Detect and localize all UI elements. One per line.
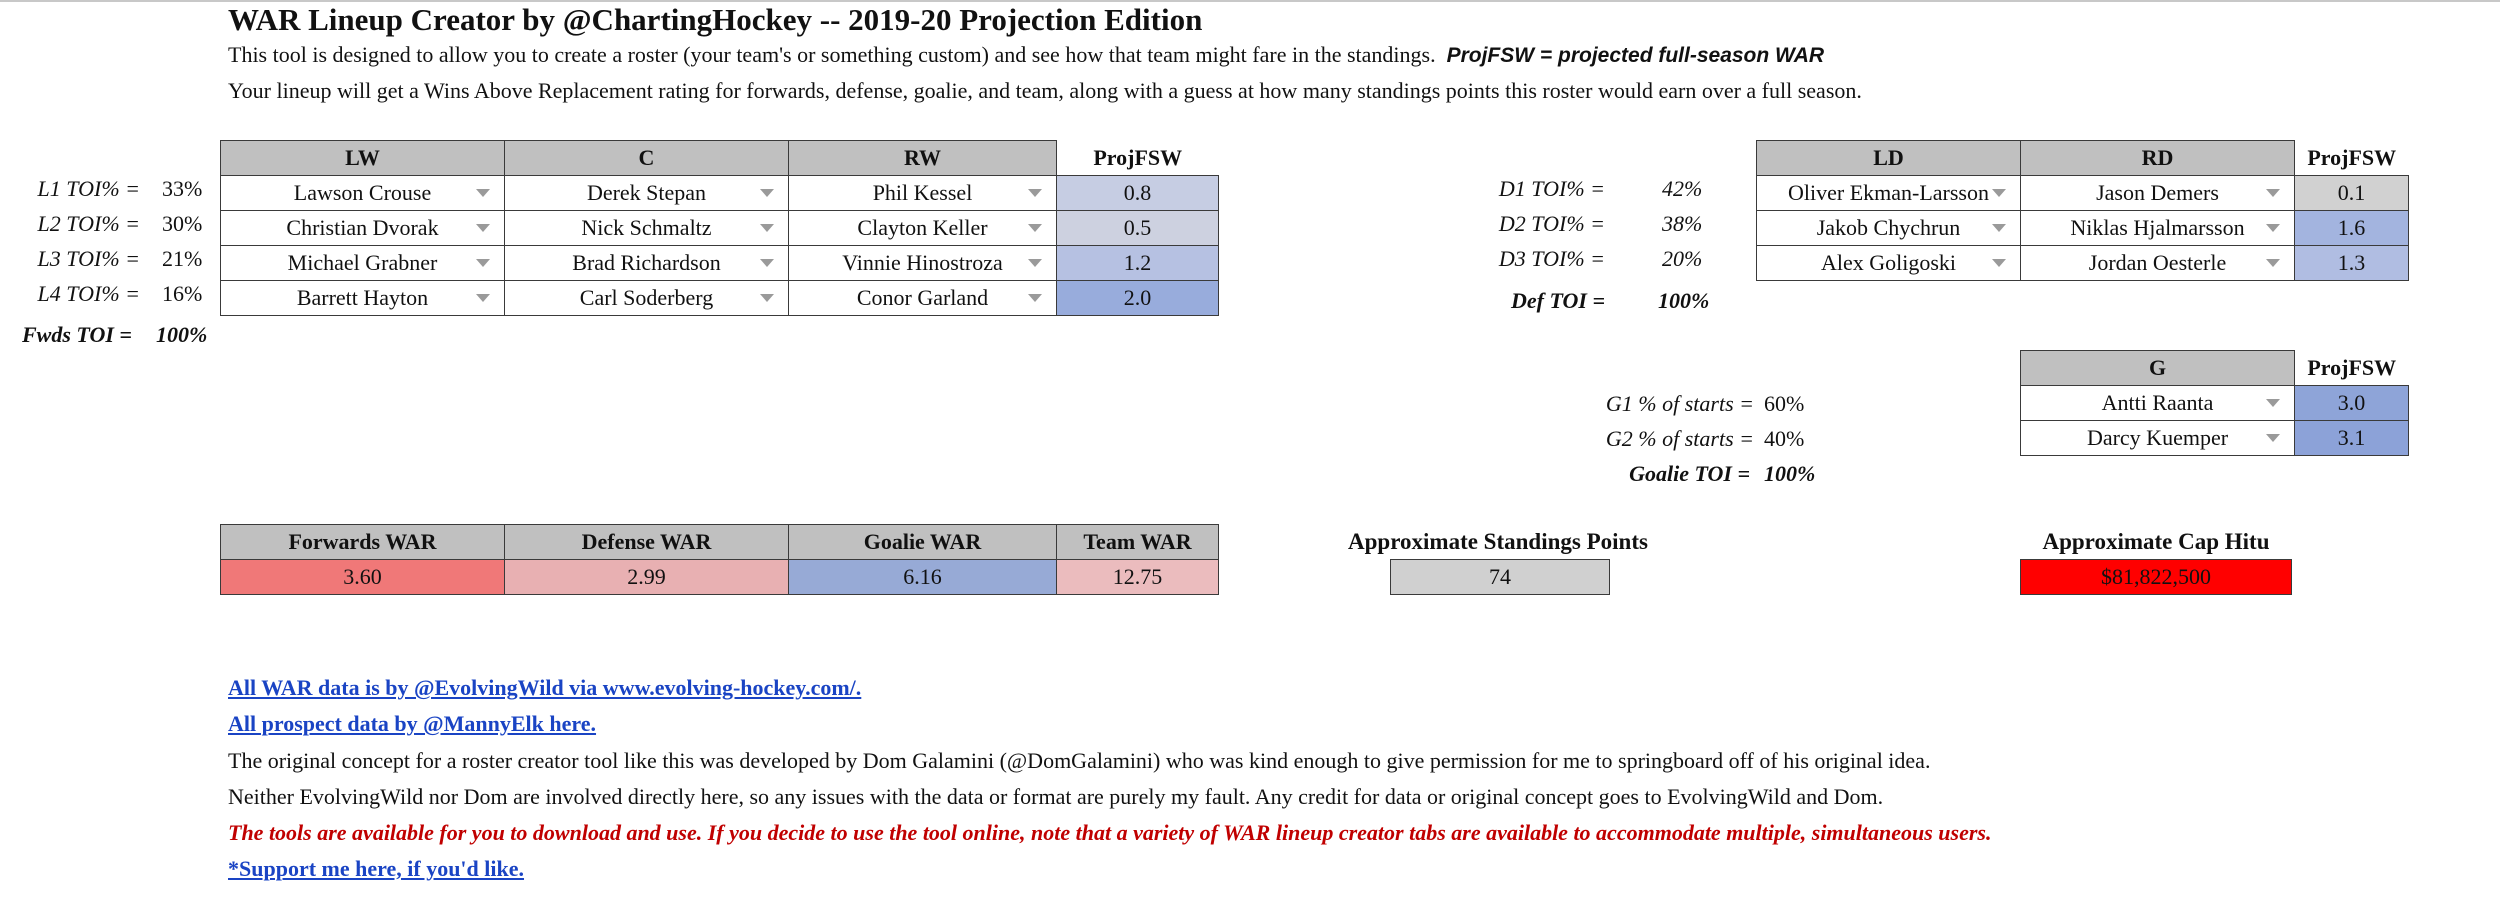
rw-dropdown[interactable] xyxy=(789,176,1057,211)
dropdown-arrow-icon[interactable] xyxy=(1992,224,2006,232)
dropdown-arrow-icon[interactable] xyxy=(476,189,490,197)
def-toi-label: Def TOI = xyxy=(1510,288,1605,313)
goalie-toi-label: Goalie TOI = xyxy=(1629,461,1750,486)
defense-war-value: 2.99 xyxy=(505,560,789,595)
col-header-rw: RW xyxy=(789,141,1057,176)
dropdown-arrow-icon[interactable] xyxy=(1028,294,1042,302)
dropdown-arrow-icon[interactable] xyxy=(476,259,490,267)
prospect-data-link[interactable]: All prospect data by @MannyElk here. xyxy=(228,711,597,736)
c-dropdown[interactable] xyxy=(505,281,789,316)
lw-name: Michael Grabner xyxy=(287,250,438,275)
page-title: WAR Lineup Creator by @ChartingHockey -- 2019-20 Projection Edition xyxy=(228,2,1203,37)
forward-projfsw-value: 0.5 xyxy=(1057,211,1219,246)
c-dropdown[interactable] xyxy=(505,246,789,281)
rw-dropdown[interactable] xyxy=(789,246,1057,281)
rw-name: Vinnie Hinostroza xyxy=(842,250,1003,275)
ld-name: Oliver Ekman-Larsson xyxy=(1788,180,1989,205)
defense-pair-row xyxy=(1757,211,2409,246)
dropdown-arrow-icon[interactable] xyxy=(2266,224,2280,232)
c-dropdown[interactable] xyxy=(505,211,789,246)
intro-note: ProjFSW = projected full-season WAR xyxy=(1446,44,1825,67)
lw-dropdown[interactable] xyxy=(221,176,505,211)
dropdown-arrow-icon[interactable] xyxy=(2266,259,2280,267)
intro-text: This tool is designed to allow you to create a roster (your team's or something custom) and see how that team might fare in the standings. xyxy=(228,42,1436,67)
forward-line-row xyxy=(221,176,1219,211)
col-header-g-projfsw: ProjFSW xyxy=(2295,351,2409,386)
dropdown-arrow-icon[interactable] xyxy=(760,294,774,302)
goalie-table xyxy=(2020,350,2409,456)
intro-line-2: Your lineup will get a Wins Above Replacement rating for forwards, defense, goalie, and team, along with a guess at how many standings points this roster would earn over a full season. xyxy=(228,78,1862,103)
fwds-toi-label: Fwds TOI = xyxy=(22,322,132,347)
forwards-table xyxy=(220,140,1219,316)
rd-name: Niklas Hjalmarsson xyxy=(2070,215,2245,240)
defense-projfsw-value: 1.3 xyxy=(2295,246,2409,281)
c-name: Carl Soderberg xyxy=(579,285,714,310)
ld-dropdown[interactable] xyxy=(1757,246,2021,281)
tools-availability-note: The tools are available for you to download and use. If you decide to use the tool online, note that a variety of WAR lineup creator tabs are available to accommodate multiple, simultaneous users. xyxy=(228,820,1992,845)
dropdown-arrow-icon[interactable] xyxy=(2266,434,2280,442)
cap-hit-label: Approximate Cap Hitu xyxy=(2042,529,2270,554)
defense-pair-toi-label: D3 TOI% = xyxy=(1498,246,1605,271)
dropdown-arrow-icon[interactable] xyxy=(760,259,774,267)
rw-dropdown[interactable] xyxy=(789,211,1057,246)
defense-pair-toi-label: D1 TOI% = xyxy=(1498,176,1605,201)
lw-dropdown[interactable] xyxy=(221,246,505,281)
dropdown-arrow-icon[interactable] xyxy=(1992,189,2006,197)
goalie-row xyxy=(2021,386,2409,421)
dropdown-arrow-icon[interactable] xyxy=(1028,189,1042,197)
dropdown-arrow-icon[interactable] xyxy=(760,189,774,197)
c-name: Brad Richardson xyxy=(572,250,721,275)
col-header-g: G xyxy=(2021,351,2295,386)
goalie-war-value: 6.16 xyxy=(789,560,1057,595)
col-header-lw: LW xyxy=(221,141,505,176)
col-header-ld: LD xyxy=(1757,141,2021,176)
goalie-name: Antti Raanta xyxy=(2101,390,2214,415)
forward-line-toi-value: 30% xyxy=(162,211,203,236)
goalie-toi-value: 100% xyxy=(1764,461,1816,486)
lw-dropdown[interactable] xyxy=(221,281,505,316)
def-toi-value: 100% xyxy=(1658,288,1710,313)
dropdown-arrow-icon[interactable] xyxy=(2266,399,2280,407)
rd-name: Jason Demers xyxy=(2096,180,2219,205)
intro-line-1 xyxy=(228,42,1824,68)
forward-line-toi-value: 16% xyxy=(162,281,203,306)
rd-dropdown[interactable] xyxy=(2021,246,2295,281)
defense-table xyxy=(1756,140,2409,281)
c-dropdown[interactable] xyxy=(505,176,789,211)
team-war-value: 12.75 xyxy=(1057,560,1219,595)
standings-points-value: 74 xyxy=(1390,559,1610,595)
defense-projfsw-value: 0.1 xyxy=(2295,176,2409,211)
goalie-starts-label: G2 % of starts = xyxy=(1605,426,1754,451)
war-summary-table xyxy=(220,524,1219,595)
rd-name: Jordan Oesterle xyxy=(2088,250,2227,275)
rw-name: Conor Garland xyxy=(856,285,989,310)
forward-line-row xyxy=(221,246,1219,281)
dropdown-arrow-icon[interactable] xyxy=(1992,259,2006,267)
ld-dropdown[interactable] xyxy=(1757,211,2021,246)
defense-pair-toi-label: D2 TOI% = xyxy=(1498,211,1605,236)
forward-line-toi-value: 33% xyxy=(162,176,203,201)
goalie-row xyxy=(2021,421,2409,456)
defense-war-header: Defense WAR xyxy=(505,525,789,560)
goalie-war-header: Goalie WAR xyxy=(789,525,1057,560)
col-header-c: C xyxy=(505,141,789,176)
goalie-dropdown[interactable] xyxy=(2021,421,2295,456)
defense-pair-toi-value: 42% xyxy=(1662,176,1703,201)
lw-dropdown[interactable] xyxy=(221,211,505,246)
lw-name: Lawson Crouse xyxy=(293,180,432,205)
col-header-projfsw: ProjFSW xyxy=(1057,141,1219,176)
dropdown-arrow-icon[interactable] xyxy=(760,224,774,232)
rw-name: Clayton Keller xyxy=(857,215,988,240)
c-name: Nick Schmaltz xyxy=(581,215,712,240)
goalie-projfsw-value: 3.1 xyxy=(2295,421,2409,456)
disclaimer-text: Neither EvolvingWild nor Dom are involved directly here, so any issues with the data or format are purely my fault. Any credit for data or original concept goes to EvolvingWild and Dom. xyxy=(228,784,1884,809)
rd-dropdown[interactable] xyxy=(2021,176,2295,211)
defense-pair-toi-value: 20% xyxy=(1662,246,1703,271)
rw-name: Phil Kessel xyxy=(872,180,973,205)
ld-name: Jakob Chychrun xyxy=(1816,215,1961,240)
goalie-starts-label: G1 % of starts = xyxy=(1605,391,1754,416)
cap-hit-value: $81,822,500 xyxy=(2020,559,2292,595)
goalie-starts-value: 60% xyxy=(1764,391,1805,416)
defense-projfsw-value: 1.6 xyxy=(2295,211,2409,246)
lw-name: Christian Dvorak xyxy=(286,215,439,240)
team-war-header: Team WAR xyxy=(1057,525,1219,560)
forward-projfsw-value: 0.8 xyxy=(1057,176,1219,211)
rw-dropdown[interactable] xyxy=(789,281,1057,316)
c-name: Derek Stepan xyxy=(586,180,707,205)
dropdown-arrow-icon[interactable] xyxy=(1028,224,1042,232)
dropdown-arrow-icon[interactable] xyxy=(1028,259,1042,267)
concept-credit-text: The original concept for a roster creator tool like this was developed by Dom Galamini (@DomGalamini) who was kind enough to give permission for me to springboard off of his original idea. xyxy=(228,748,1931,773)
forward-line-row xyxy=(221,281,1219,316)
dropdown-arrow-icon[interactable] xyxy=(476,294,490,302)
col-header-rd: RD xyxy=(2021,141,2295,176)
dropdown-arrow-icon[interactable] xyxy=(476,224,490,232)
forwards-war-header: Forwards WAR xyxy=(221,525,505,560)
defense-pair-row xyxy=(1757,246,2409,281)
goalie-projfsw-value: 3.0 xyxy=(2295,386,2409,421)
standings-points-label: Approximate Standings Points xyxy=(1348,529,1648,554)
ld-dropdown[interactable] xyxy=(1757,176,2021,211)
goalie-name: Darcy Kuemper xyxy=(2086,425,2229,450)
forward-projfsw-value: 2.0 xyxy=(1057,281,1219,316)
forward-line-toi-label: L2 TOI% = xyxy=(37,211,140,236)
forward-line-toi-label: L1 TOI% = xyxy=(37,176,140,201)
forward-line-row xyxy=(221,211,1219,246)
forward-line-toi-value: 21% xyxy=(162,246,203,271)
forward-projfsw-value: 1.2 xyxy=(1057,246,1219,281)
goalie-starts-value: 40% xyxy=(1764,426,1805,451)
dropdown-arrow-icon[interactable] xyxy=(2266,189,2280,197)
defense-pair-toi-value: 38% xyxy=(1662,211,1703,236)
rd-dropdown[interactable] xyxy=(2021,211,2295,246)
forward-line-toi-label: L3 TOI% = xyxy=(37,246,140,271)
lw-name: Barrett Hayton xyxy=(296,285,429,310)
ld-name: Alex Goligoski xyxy=(1820,250,1957,275)
war-data-link[interactable]: All WAR data is by @EvolvingWild via www.evolving-hockey.com/. xyxy=(228,675,862,700)
forwards-war-value: 3.60 xyxy=(221,560,505,595)
goalie-dropdown[interactable] xyxy=(2021,386,2295,421)
support-link[interactable]: *Support me here, if you'd like. xyxy=(228,856,525,881)
fwds-toi-value: 100% xyxy=(156,322,208,347)
col-header-def-projfsw: ProjFSW xyxy=(2295,141,2409,176)
forward-line-toi-label: L4 TOI% = xyxy=(37,281,140,306)
defense-pair-row xyxy=(1757,176,2409,211)
